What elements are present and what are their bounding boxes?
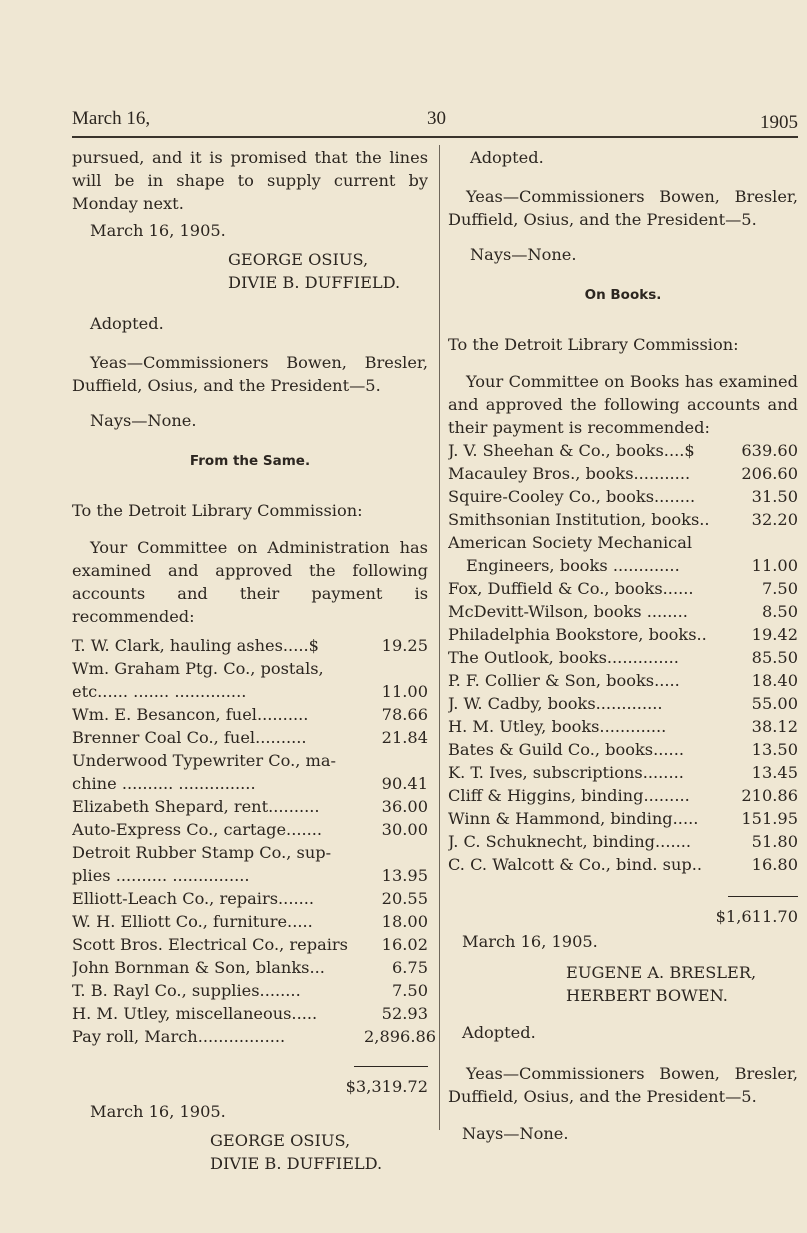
right-column: [448, 146, 798, 1145]
ledger-row: [72, 979, 428, 1002]
ledger-desc-continued: plies .......... ...............: [72, 866, 250, 885]
ledger-desc: Auto-Express Co., cartage.......: [72, 820, 323, 839]
ledger-row: [72, 933, 428, 956]
ledger-amount: 13.45: [751, 763, 798, 782]
signature-line: GEORGE OSIUS,: [228, 250, 369, 269]
ledger-amount: 7.50: [761, 579, 798, 598]
section-heading: On Books.: [584, 287, 662, 303]
ledger-amount: 8.50: [761, 602, 798, 621]
ledger-amount: 11.00: [381, 682, 428, 701]
ledger-desc: McDevitt-Wilson, books ........: [448, 602, 688, 621]
ledger-desc: The Outlook, books..............: [448, 648, 679, 667]
ledger-amount: 151.95: [741, 809, 798, 828]
adopted-text: Adopted.: [462, 1023, 536, 1042]
accounts-ledger: [72, 634, 437, 1048]
ledger-row: [448, 577, 798, 600]
ledger-row: [72, 749, 428, 772]
ledger-desc: W. H. Elliott Co., furniture.....: [72, 912, 313, 931]
salutation: To the Detroit Library Commission:: [72, 501, 363, 520]
ledger-row: [72, 818, 428, 841]
ledger-row: [72, 910, 428, 933]
ledger-desc: Wm. Graham Ptg. Co., postals,: [72, 659, 324, 678]
ledger-amount: 51.80: [751, 832, 798, 851]
ledger-desc-continued: etc...... ....... ..............: [72, 682, 247, 701]
ledger-row: [72, 726, 428, 749]
ledger-desc: Squire-Cooley Co., books........: [448, 487, 696, 506]
nays-text: Nays—None.: [462, 1124, 569, 1143]
ledger-row: [448, 508, 798, 531]
ledger-row: [72, 864, 428, 887]
ledger-amount: 18.00: [381, 912, 428, 931]
ledger-amount: 11.00: [751, 556, 798, 575]
report-paragraph: Your Committee on Books has examined and approved the following accounts and their payment is recommended:: [448, 372, 798, 437]
column-divider: [439, 145, 440, 1130]
ledger-desc: Elizabeth Shepard, rent..........: [72, 797, 320, 816]
ledger-desc: T. W. Clark, hauling ashes.....$: [72, 636, 319, 655]
ledger-row: [72, 634, 428, 657]
page-number: 30: [427, 108, 446, 129]
signature-line: DIVIE B. DUFFIELD.: [210, 1154, 383, 1173]
report-date: March 16, 1905.: [90, 221, 226, 240]
header-year: 1905: [760, 112, 798, 133]
ledger-amount: 18.40: [751, 671, 798, 690]
ledger-row: [72, 1025, 437, 1048]
ledger-desc: Wm. E. Besancon, fuel..........: [72, 705, 309, 724]
ledger-row: [448, 439, 798, 462]
signature-line: HERBERT BOWEN.: [566, 986, 728, 1005]
ledger-amount: 90.41: [381, 774, 428, 793]
ledger-amount: 2,896.86: [364, 1027, 437, 1046]
ledger-amount: 31.50: [751, 487, 798, 506]
running-header: [72, 108, 798, 138]
ledger-desc-continued: chine .......... ...............: [72, 774, 256, 793]
ledger-row: [72, 680, 428, 703]
ledger-amount: 639.60: [741, 441, 798, 460]
ledger-desc: J. W. Cadby, books.............: [448, 694, 663, 713]
ledger-amount: 30.00: [381, 820, 428, 839]
report-date: March 16, 1905.: [90, 1102, 226, 1121]
ledger-desc: P. F. Collier & Son, books.....: [448, 671, 680, 690]
ledger-desc: Fox, Duffield & Co., books......: [448, 579, 694, 598]
ledger-amount: 210.86: [741, 786, 798, 805]
ledger-amount: 55.00: [751, 694, 798, 713]
signature-line: DIVIE B. DUFFIELD.: [228, 273, 401, 292]
report-paragraph: Your Committee on Administration has examined and approved the following accounts and their payment is recommended:: [72, 538, 428, 626]
ledger-amount: 13.50: [751, 740, 798, 759]
header-rule: [72, 136, 798, 138]
ledger-row: [72, 1002, 428, 1025]
ledger-desc: H. M. Utley, books.............: [448, 717, 667, 736]
ledger-desc: John Bornman & Son, blanks...: [72, 958, 325, 977]
ledger-amount: 52.93: [381, 1004, 428, 1023]
ledger-row: [448, 715, 798, 738]
ledger-row: [448, 600, 798, 623]
accounts-ledger: [448, 439, 798, 876]
ledger-row: [448, 738, 798, 761]
ledger-desc: Winn & Hammond, binding.....: [448, 809, 699, 828]
ledger-desc: Philadelphia Bookstore, books..: [448, 625, 707, 644]
ledger-desc: Smithsonian Institution, books..: [448, 510, 710, 529]
ledger-row: [448, 623, 798, 646]
ledger-amount: 19.42: [751, 625, 798, 644]
ledger-row: [448, 554, 798, 577]
ledger-row: [448, 692, 798, 715]
intro-paragraph: pursued, and it is promised that the lines will be in shape to supply current by Monday next.: [72, 148, 428, 213]
ledger-amount: 32.20: [751, 510, 798, 529]
ledger-desc: Scott Bros. Electrical Co., repairs: [72, 935, 348, 954]
signature-line: EUGENE A. BRESLER,: [566, 963, 757, 982]
ledger-amount: 19.25: [381, 636, 428, 655]
ledger-row: [448, 761, 798, 784]
ledger-desc: H. M. Utley, miscellaneous.....: [72, 1004, 318, 1023]
ledger-desc: Elliott-Leach Co., repairs.......: [72, 889, 315, 908]
ledger-amount: 16.02: [381, 935, 428, 954]
ledger-amount: 78.66: [381, 705, 428, 724]
ledger-row: [72, 841, 428, 864]
nays-text: Nays—None.: [90, 411, 197, 430]
ledger-total: $3,319.72: [345, 1077, 428, 1096]
nays-text: Nays—None.: [470, 245, 577, 264]
signature-line: GEORGE OSIUS,: [210, 1131, 351, 1150]
ledger-row: [72, 657, 428, 680]
ledger-desc: J. C. Schuknecht, binding.......: [448, 832, 692, 851]
ledger-desc: Bates & Guild Co., books......: [448, 740, 684, 759]
ledger-amount: 206.60: [741, 464, 798, 483]
ledger-amount: 85.50: [751, 648, 798, 667]
salutation: To the Detroit Library Commission:: [448, 335, 739, 354]
ledger-amount: 7.50: [391, 981, 428, 1000]
ledger-row: [448, 646, 798, 669]
header-date: March 16,: [72, 108, 151, 129]
ledger-row: [72, 956, 428, 979]
ledger-desc: Detroit Rubber Stamp Co., sup-: [72, 843, 332, 862]
ledger-row: [448, 531, 798, 554]
ledger-row: [72, 795, 428, 818]
ledger-amount: 13.95: [381, 866, 428, 885]
ledger-desc: Brenner Coal Co., fuel..........: [72, 728, 307, 747]
report-date: March 16, 1905.: [462, 932, 598, 951]
ledger-desc: Cliff & Higgins, binding.........: [448, 786, 690, 805]
ledger-desc-continued: Engineers, books .............: [466, 556, 680, 575]
ledger-row: [448, 462, 798, 485]
ledger-desc: American Society Mechanical: [448, 533, 693, 552]
ledger-row: [448, 485, 798, 508]
ledger-amount: 16.80: [751, 855, 798, 874]
left-column: [72, 146, 437, 1175]
adopted-text: Adopted.: [90, 314, 164, 333]
adopted-text: Adopted.: [470, 148, 544, 167]
ledger-desc: J. V. Sheehan & Co., books....$: [448, 441, 695, 460]
yeas-text: Yeas—Commissioners Bowen, Bresler, Duffield, Osius, and the President—5.: [448, 1064, 798, 1106]
ledger-desc: Pay roll, March.................: [72, 1027, 286, 1046]
ledger-amount: 36.00: [381, 797, 428, 816]
ledger-total: $1,611.70: [715, 907, 798, 926]
ledger-desc: Macauley Bros., books...........: [448, 464, 691, 483]
ledger-amount: 6.75: [391, 958, 428, 977]
ledger-row: [448, 784, 798, 807]
ledger-desc: Underwood Typewriter Co., ma-: [72, 751, 336, 770]
ledger-row: [448, 853, 798, 876]
ledger-amount: 21.84: [381, 728, 428, 747]
section-heading: From the Same.: [189, 453, 311, 469]
ledger-row: [448, 807, 798, 830]
ledger-row: [72, 772, 428, 795]
ledger-row: [448, 669, 798, 692]
ledger-desc: C. C. Walcott & Co., bind. sup..: [448, 855, 703, 874]
ledger-amount: 38.12: [751, 717, 798, 736]
ledger-row: [72, 703, 428, 726]
ledger-row: [72, 887, 428, 910]
yeas-text: Yeas—Commissioners Bowen, Bresler, Duffield, Osius, and the President—5.: [72, 353, 428, 395]
ledger-row: [448, 830, 798, 853]
ledger-desc: K. T. Ives, subscriptions........: [448, 763, 684, 782]
yeas-text: Yeas—Commissioners Bowen, Bresler, Duffield, Osius, and the President—5.: [448, 187, 798, 229]
ledger-desc: T. B. Rayl Co., supplies........: [72, 981, 301, 1000]
ledger-amount: 20.55: [381, 889, 428, 908]
